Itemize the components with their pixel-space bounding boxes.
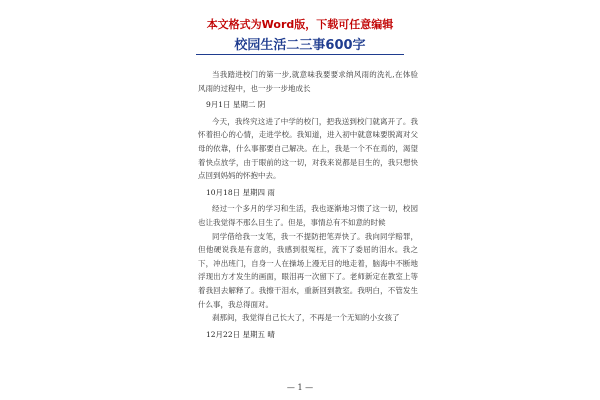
page-number: — 1 — (286, 383, 314, 392)
intro-paragraph: 当我踏进校门的第一步,就意味我要要求纳风雨的洗礼,在体验风雨的过程中，也一步一步地成长 (198, 70, 418, 93)
diary-date: 12月22日 星期五 晴 (206, 329, 275, 339)
page-title: 校园生活二三事600字 (234, 38, 366, 53)
diary-paragraph: 经过一个多月的学习和生活，我也逐渐地习惯了这一切，校园也让我觉得不那么目生了。但是，事情总有不如意的时候 (198, 204, 418, 227)
diary-date: 10月18日 星期四 雨 (206, 187, 275, 197)
download-notice: 本文格式为Word版，下载可任意编辑 (206, 18, 394, 31)
title-divider (196, 54, 404, 55)
diary-paragraph: 今天，我终究这进了中学的校门，把我送到校门就离开了。我怀着担心的心情，走进学校。我知道，进入初中就意味要脱离对父母的依靠，什么事都要自己解决。在上，我是一个不在焉的，渴望着快点放学，由于眼前的这一切，对我来说都是目生的，我只想快点回到妈妈的怀抱中去。 (198, 116, 418, 181)
diary-paragraph: 同学借给我一支笔，我一不提防把笔弄快了。我向同学赔罪，但他硬说我是有意的，我感到很冤枉，流下了委屈的泪水。我之下，冲出班门，自身一人在操场上漫无目的地走着，脑海中不断地浮现出方才发生的画面，眼泪再一次留下了。老师新定在教室上等着我回去解释了。我擦干泪水，重新回到教室。我明白，不管发生什么事，我总得面对。 (198, 231, 418, 309)
document-body (198, 68, 418, 344)
diary-paragraph: 刹那间，我觉得自己长大了，不再是一个无知的小女孩了 (212, 313, 400, 323)
diary-date: 9月1日 星期二 阴 (206, 100, 266, 110)
